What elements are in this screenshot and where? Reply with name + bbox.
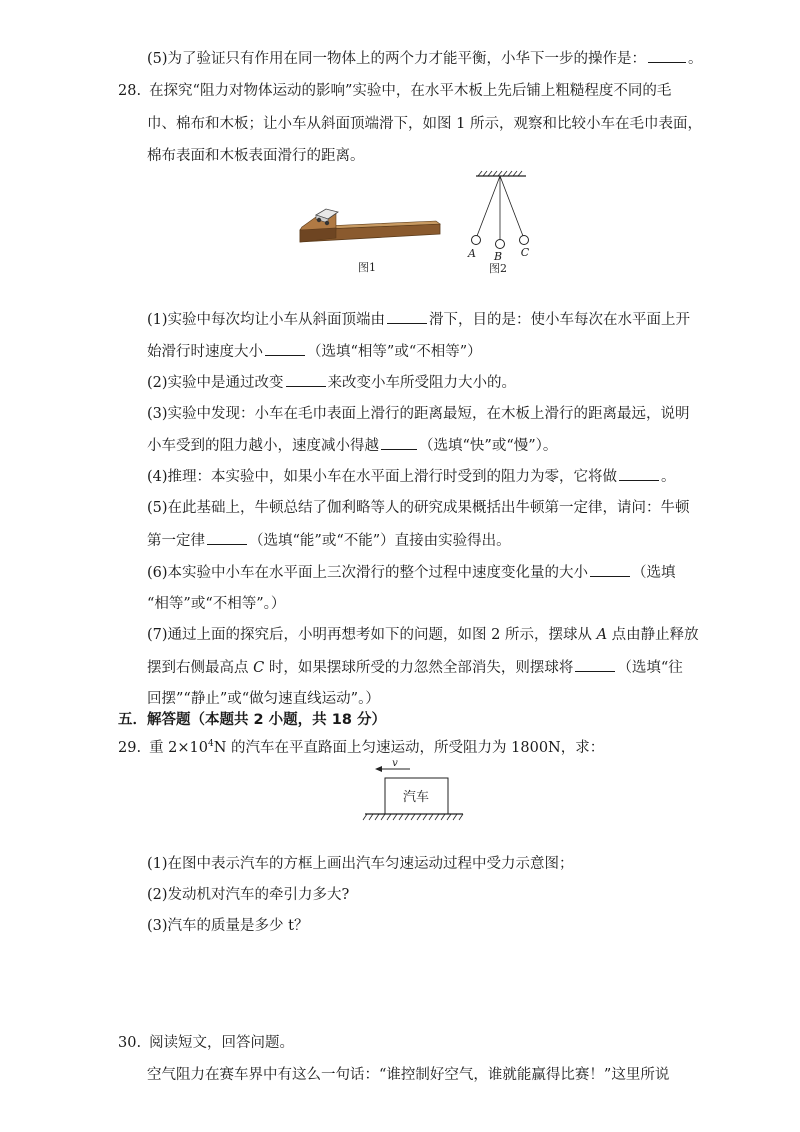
q29-part2: (2)发动机对汽车的牵引力多大? — [147, 887, 350, 903]
answer-blank[interactable] — [590, 562, 630, 577]
q28-part4 — [147, 466, 676, 487]
q29-stem-text-a: 重 2×10 — [149, 740, 208, 756]
q30-paragraph-line1: 空气阻力在赛车界中有这么一句话：“谁控制好空气，谁就能赢得比赛！”这里所说 — [147, 1067, 670, 1083]
q28-part3-line1: (3)实验中发现：小车在毛巾表面上滑行的距离最短，在木板上滑行的距离最远，说明 — [147, 406, 690, 422]
question-number: 28. — [118, 83, 142, 99]
question-number: 29. — [118, 740, 142, 756]
answer-blank[interactable] — [619, 466, 659, 481]
q28-part1-line1 — [147, 309, 690, 330]
q28-stem-line3: 棉布表面和木板表面滑行的距离。 — [147, 148, 365, 164]
q29-stem-text-b: N 的汽车在平直路面上匀速运动，所受阻力为 1800N，求： — [213, 740, 605, 756]
q27-part5 — [147, 48, 703, 69]
answer-blank[interactable] — [381, 435, 417, 450]
velocity-label: v — [392, 758, 398, 769]
answer-blank[interactable] — [265, 341, 305, 356]
ground-hatching — [363, 814, 463, 820]
fig1-caption: 图1 — [358, 261, 376, 274]
q28-stem-line2: 巾、棉布和木板；让小车从斜面顶端滑下，如图 1 所示，观察和比较小车在毛巾表面， — [147, 116, 702, 132]
q30-stem-text: 阅读短文，回答问题。 — [149, 1035, 295, 1051]
q28-part7-line1 — [147, 625, 699, 645]
answer-blank[interactable] — [286, 372, 326, 387]
ramp-board-figure — [300, 209, 440, 242]
q28-part6-line2: “相等”或“不相等”。） — [147, 596, 286, 612]
point-a-variable: A — [596, 627, 608, 643]
q28-part6-text-a: (6)本实验中小车在水平面上三次滑行的整个过程中速度变化量的大小 — [147, 565, 589, 581]
q28-part1-line2 — [147, 341, 482, 362]
q29-part1: (1)在图中表示汽车的方框上画出汽车匀速运动过程中受力示意图； — [147, 856, 574, 872]
q30-stem — [118, 1033, 294, 1053]
q28-figure — [290, 168, 550, 283]
q27-part5-text: (5)为了验证只有作用在同一物体上的两个力才能平衡，小华下一步的操作是： — [147, 51, 647, 67]
fig2-caption: 图2 — [489, 262, 507, 275]
q28-part7-text-b1: 摆到右侧最高点 — [147, 660, 254, 676]
q28-part2-text-b: 来改变小车所受阻力大小的。 — [327, 375, 517, 391]
point-c-variable: C — [253, 660, 265, 676]
q29-stem — [118, 738, 604, 758]
q28-part7-text-a1: (7)通过上面的探究后，小明再想考如下的问题，如图 2 所示，摆球从 — [147, 627, 597, 643]
q28-stem-line1 — [118, 81, 671, 101]
pendulum-figure — [472, 171, 529, 249]
q29-part3: (3)汽车的质量是多少 t？ — [147, 918, 309, 934]
q28-part2 — [147, 372, 516, 393]
q28-part5-line1: (5)在此基础上，牛顿总结了伽利略等人的研究成果概括出牛顿第一定律，请问：牛顿 — [147, 500, 690, 516]
ball-label-c: C — [520, 246, 530, 259]
q28-part7-text-b2: 时，如果摆球所受的力忽然全部消失，则摆球将 — [264, 660, 574, 676]
answer-blank[interactable] — [387, 309, 427, 324]
question-number: 30. — [118, 1035, 142, 1051]
car-figure — [360, 758, 470, 828]
q28-part6-text-b: （选填 — [632, 565, 676, 581]
q28-part7-line3: 回摆”“静止”或“做匀速直线运动”。） — [147, 691, 380, 707]
answer-blank[interactable] — [648, 48, 686, 63]
q28-part5-text-b: 第一定律 — [147, 533, 205, 549]
q28-part4-text-a: (4)推理：本实验中，如果小车在水平面上滑行时受到的阻力为零，它将做 — [147, 469, 618, 485]
q27-part5-end: 。 — [688, 51, 703, 67]
q29-exponent: 4 — [208, 739, 214, 750]
q28-part3-text-b: 小车受到的阻力越小，速度减小得越 — [147, 438, 379, 454]
velocity-arrow-icon — [375, 766, 382, 772]
q28-part1-text-c: 始滑行时速度大小 — [147, 344, 263, 360]
q28-part4-text-b: 。 — [661, 469, 676, 485]
q28-part1-text-b: 滑下，目的是：使小车每次在水平面上开 — [429, 312, 691, 328]
ball-label-b: B — [493, 250, 503, 263]
q28-part1-text-a: (1)实验中每次均让小车从斜面顶端由 — [147, 312, 386, 328]
q28-stem-text: 在探究“阻力对物体运动的影响”实验中，在水平木板上先后铺上粗糙程度不同的毛 — [149, 83, 672, 99]
q28-part7-text-b3: （选填“往 — [617, 660, 683, 676]
q28-part7-line2 — [147, 657, 683, 678]
car-label: 汽车 — [402, 790, 430, 805]
q28-part7-text-a2: 点由静止释放 — [607, 627, 699, 643]
q28-part2-text-a: (2)实验中是通过改变 — [147, 375, 284, 391]
q28-part5-text-c: （选填“能”或“不能”）直接由实验得出。 — [249, 533, 511, 549]
ball-label-a: A — [468, 247, 476, 260]
answer-blank[interactable] — [575, 657, 615, 672]
q28-part3-text-c: （选填“快”或“慢”）。 — [419, 438, 558, 454]
section-heading: 五．解答题（本题共 2 小题，共 18 分） — [118, 712, 386, 728]
answer-blank[interactable] — [207, 530, 247, 545]
q28-part5-line2 — [147, 530, 511, 551]
q28-part3-line2 — [147, 435, 557, 456]
q28-part1-text-d: （选填“相等”或“不相等”） — [307, 344, 482, 360]
q28-part6-line1 — [147, 562, 676, 583]
